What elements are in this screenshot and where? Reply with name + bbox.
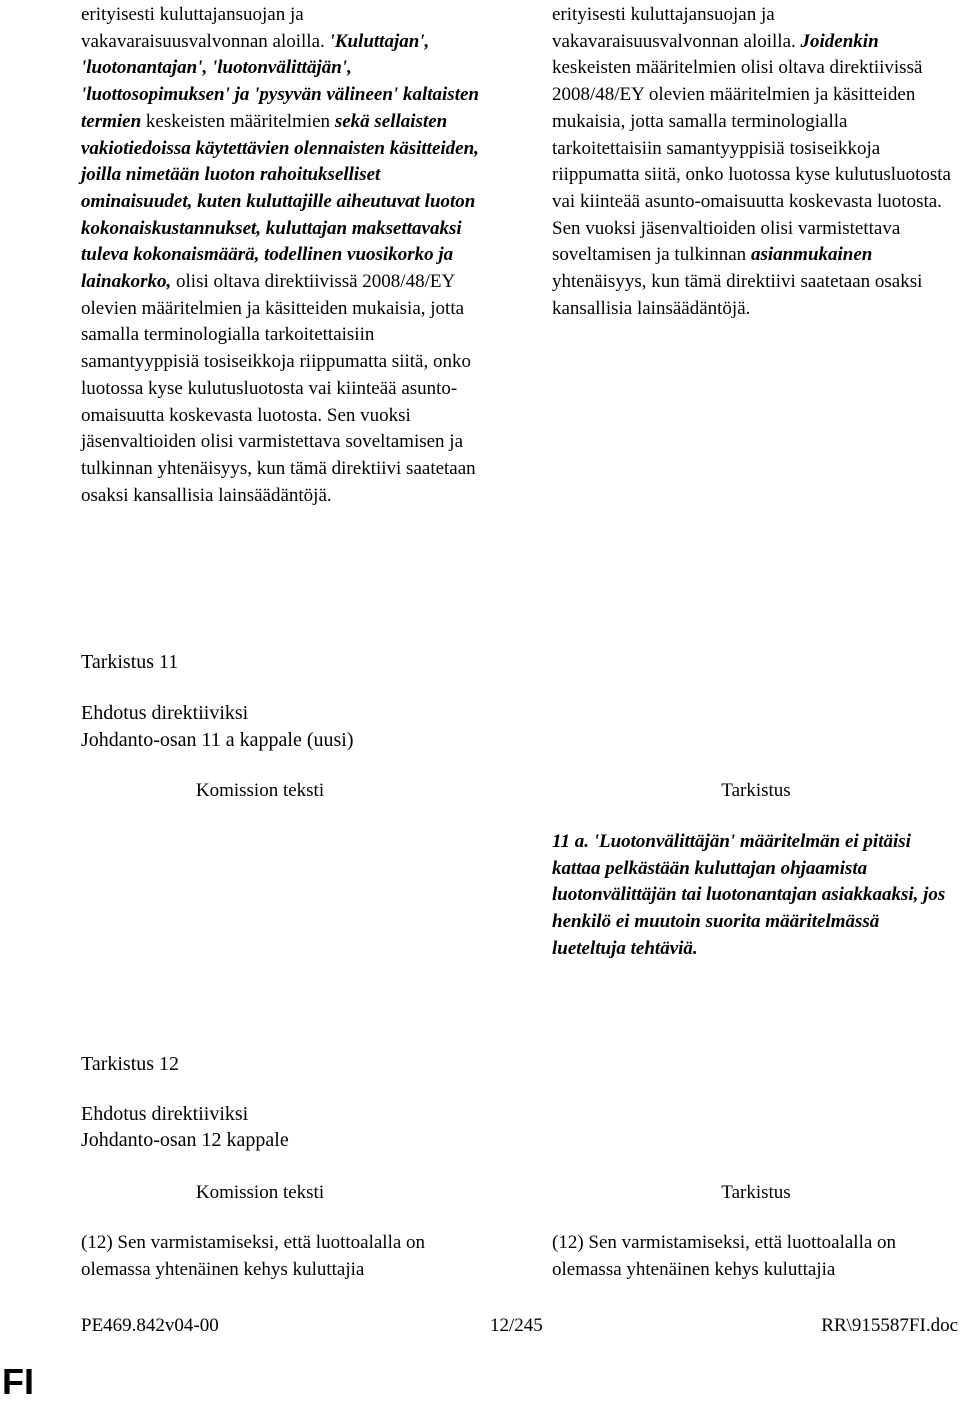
amendment-12-title: Tarkistus 12	[81, 1053, 180, 1075]
commission-text-header: Komission teksti	[195, 780, 325, 801]
proposal-label: Ehdotus direktiiviksi	[81, 702, 249, 724]
inserted-text: asianmukainen	[750, 244, 873, 266]
amendment-header: Tarkistus	[721, 780, 791, 801]
text-span: keskeisten määritelmien	[145, 110, 331, 132]
amendment-11-text	[552, 829, 952, 963]
commission-text-header: Komission teksti	[195, 1182, 325, 1203]
amendment-text-12: (12) Sen varmistamiseksi, että luottoalalla on olemassa yhtenäinen kehys kuluttajia	[552, 1232, 897, 1280]
text-line: vakavaraisuusvalvonnan aloilla.	[81, 30, 325, 52]
proposal-label: Ehdotus direktiiviksi	[81, 1103, 249, 1125]
commission-text-12: (12) Sen varmistamiseksi, että luottoalalla on olemassa yhtenäinen kehys kuluttajia	[81, 1232, 426, 1280]
inserted-text: 'Kuluttajan', 'luotonantajan', 'luotonvälittäjän', 'luottosopimuksen' ja 'pysyvän välineen' kaltaisten termien	[81, 30, 479, 132]
recital-reference: Johdanto-osan 11 a kappale (uusi)	[81, 729, 354, 751]
inserted-text: Joidenkin	[800, 30, 879, 52]
text-span: keskeisten määritelmien olisi oltava direktiivissä 2008/48/EY olevien määritelmien ja käsitteiden mukaisia, jotta samalla terminologialla tarkoitettaisiin samantyyppisiä tosiseikkoja riippumatta siitä, onko luotossa kyse kulutusluotosta vai kiinteää asunto-omaisuutta koskevasta luotosta. Sen vuoksi jäsenvaltioiden olisi varmistettava soveltamisen ja tulkinnan	[552, 57, 951, 266]
commission-text-continued	[81, 2, 481, 509]
recital-reference: Johdanto-osan 12 kappale	[81, 1129, 289, 1151]
text-span: yhtenäisyys, kun tämä direktiivi saatetaan osaksi kansallisia lainsäädäntöjä.	[552, 271, 923, 319]
amendment-11-title: Tarkistus 11	[81, 651, 179, 673]
text-span: vakavaraisuusvalvonnan aloilla.	[552, 30, 796, 52]
text-line: erityisesti kuluttajansuojan ja	[81, 4, 304, 25]
amendment-text-continued	[552, 2, 952, 322]
language-code: FI	[2, 1361, 34, 1402]
text-span: olisi oltava direktiivissä 2008/48/EY olevien määritelmien ja käsitteiden mukaisia, jotta samalla terminologialla tarkoitettaisiin samantyyppisiä tosiseikkoja riippumatta siitä, onko luotossa kyse kulutusluotosta vai kiinteää asunto-omaisuutta koskevasta luotosta. Sen vuoksi jäsenvaltioiden olisi varmistettava soveltamisen ja tulkinnan yhtenäisyys, kun tämä direktiivi saatetaan osaksi kansallisia lainsäädäntöjä.	[81, 271, 476, 506]
inserted-text: sekä sellaisten vakiotiedoissa käytettävien olennaisten käsitteiden, joilla nimetään luoton rahoitukselliset ominaisuudet, kuten kuluttajille aiheutuvat luoton kokonaiskustannukset, kuluttajan maksettavaksi tuleva kokonaismäärä, todellinen vuosikorko ja lainakorko,	[81, 110, 479, 293]
file-reference: RR\915587FI.doc	[821, 1315, 958, 1336]
document-reference: PE469.842v04-00	[81, 1315, 219, 1336]
page-number: 12/245	[490, 1315, 543, 1336]
text-line: erityisesti kuluttajansuojan ja	[552, 4, 775, 25]
amendment-header: Tarkistus	[721, 1182, 791, 1203]
inserted-text: 11 a. 'Luotonvälittäjän' määritelmän ei pitäisi kattaa pelkästään kuluttajan ohjaamista luotonvälittäjän tai luotonantajan asiakkaaksi, jos henkilö ei muutoin suorita määritelmässä lueteltuja tehtäviä.	[552, 831, 946, 959]
